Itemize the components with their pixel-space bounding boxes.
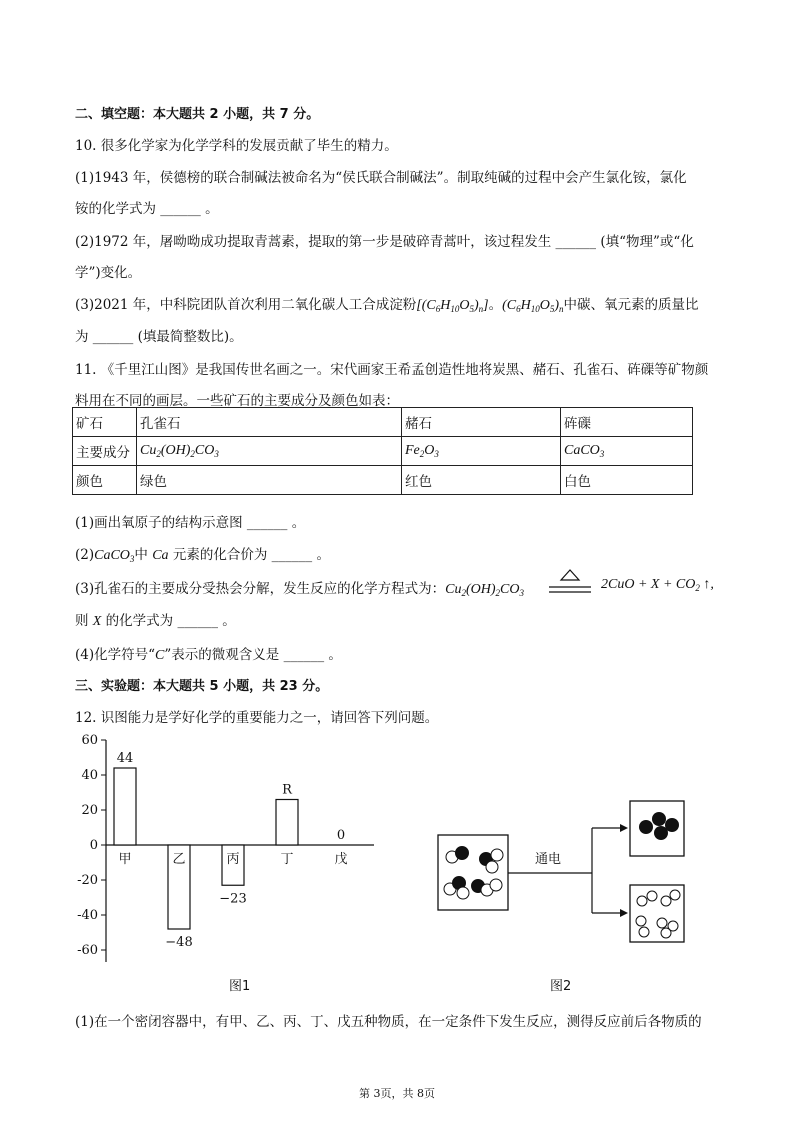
figure2-caption: 图2 <box>550 979 572 994</box>
y-tick-label: 20 <box>81 803 98 818</box>
section3-heading: 三、实验题：本大题共 5 小题，共 23 分。 <box>75 679 329 694</box>
category-label: 甲 <box>118 852 132 867</box>
q10-p1-line1: (1)1943 年，侯德榜的联合制碱法被命名为“侯氏联合制碱法”。制取纯碱的过程中会产生氯化铵，氯化 <box>75 170 687 186</box>
cell-formula-ochre: $Fe_2O_3$ <box>402 437 561 466</box>
value-label: −48 <box>165 935 193 950</box>
y-tick-label: -60 <box>77 943 98 958</box>
cell-mineral-ochre: 赭石 <box>402 408 561 437</box>
bar-4 <box>276 800 298 846</box>
value-label: 0 <box>336 828 346 843</box>
arrow-down-head <box>620 909 628 917</box>
y-tick-label: 40 <box>81 768 98 783</box>
cell-color-malachite: 绿色 <box>137 466 402 495</box>
y-tick-label: 0 <box>89 838 98 853</box>
q10-stem: 10. 很多化学家为化学学科的发展贡献了毕生的精力。 <box>75 138 398 154</box>
category-label: 丁 <box>280 852 294 867</box>
heat-condition-symbol <box>547 567 593 599</box>
cell-color-ochre: 红色 <box>402 466 561 495</box>
page-footer: 第 3页，共 8页 <box>359 1087 435 1100</box>
cell-mineral-tridacna: 砗磲 <box>561 408 693 437</box>
hydrogen-molecules <box>636 890 680 938</box>
oxygen-molecules <box>639 812 679 840</box>
mineral-table <box>72 407 693 495</box>
value-label: 44 <box>116 751 134 766</box>
value-label: R <box>282 782 292 798</box>
cell-header-mineral: 矿石 <box>73 408 137 437</box>
arrow-up-head <box>620 824 628 832</box>
value-label: −23 <box>219 891 247 907</box>
q10-p3-line1: (3)2021 年，中科院团队首次利用二氧化碳人工合成淀粉$[(C_6H_{10}O_5)_n]$。$(C_6H_{10}O_5)_n$中碳、氧元素的质量比 <box>75 297 699 314</box>
cell-mineral-malachite: 孔雀石 <box>137 408 402 437</box>
cell-color-tridacna: 白色 <box>561 466 693 495</box>
figure1-caption: 图1 <box>229 979 251 994</box>
cell-formula-tridacna: CaCO$_3$ <box>561 437 693 466</box>
q10-p3-line2: 为 ______ (填最简整数比)。 <box>75 329 243 345</box>
category-label: 丙 <box>226 852 240 867</box>
q12-stem: 12. 识图能力是学好化学的重要能力之一，请回答下列问题。 <box>75 710 439 726</box>
q11-p3-rhs: $2CuO + X + CO_2$ ↑, <box>601 577 714 593</box>
cell-formula-malachite: $Cu_2(OH)_2CO_3$ <box>137 437 402 466</box>
category-label: 戊 <box>334 852 348 867</box>
reactant-box <box>438 835 508 910</box>
y-tick-label: 60 <box>81 733 98 748</box>
y-tick-label: -20 <box>77 873 98 888</box>
q10-p1-line2: 铵的化学式为 ______ 。 <box>75 201 219 217</box>
q11-p4: (4)化学符号“C”表示的微观含义是 ______ 。 <box>75 647 342 663</box>
electrolysis-label: 通电 <box>535 852 562 867</box>
q11-p3-line2: 则 X 的化学式为 ______ 。 <box>75 613 236 629</box>
q11-p3-line1: (3)孔雀石的主要成分受热会分解，发生反应的化学方程式为：$Cu_2(OH)_2CO_3$ <box>75 581 524 598</box>
cell-header-composition: 主要成分 <box>73 437 137 466</box>
q11-p1: (1)画出氧原子的结构示意图 ______ 。 <box>75 515 306 531</box>
y-tick-label: -40 <box>77 908 98 923</box>
q11-line2: 料用在不同的画层。一些矿石的主要成分及颜色如表： <box>75 393 399 409</box>
figure1-bar-chart <box>60 728 380 973</box>
q10-p2-line1: (2)1972 年，屠呦呦成功提取青蒿素，提取的第一步是破碎青蒿叶，该过程发生 ______ (填“物理”或“化 <box>75 234 694 250</box>
bar-1 <box>114 768 136 845</box>
q12-p1: (1)在一个密闭容器中，有甲、乙、丙、丁、戊五种物质，在一定条件下发生反应，测得反应前后各物质的 <box>75 1014 702 1030</box>
section2-heading: 二、填空题：本大题共 2 小题，共 7 分。 <box>75 107 320 122</box>
category-label: 乙 <box>172 852 186 867</box>
cell-header-color: 颜色 <box>73 466 137 495</box>
q11-line1: 11. 《千里江山图》是我国传世名画之一。宋代画家王希孟创造性地将炭黑、赭石、孔雀石、砗磲等矿物颜 <box>75 362 709 378</box>
figure2-diagram <box>430 795 695 950</box>
q10-p2-line2: 学”)变化。 <box>75 265 142 281</box>
q11-p2: (2)CaCO$_3$中 Ca 元素的化合价为 ______ 。 <box>75 547 330 564</box>
reactant-molecules <box>444 847 503 900</box>
